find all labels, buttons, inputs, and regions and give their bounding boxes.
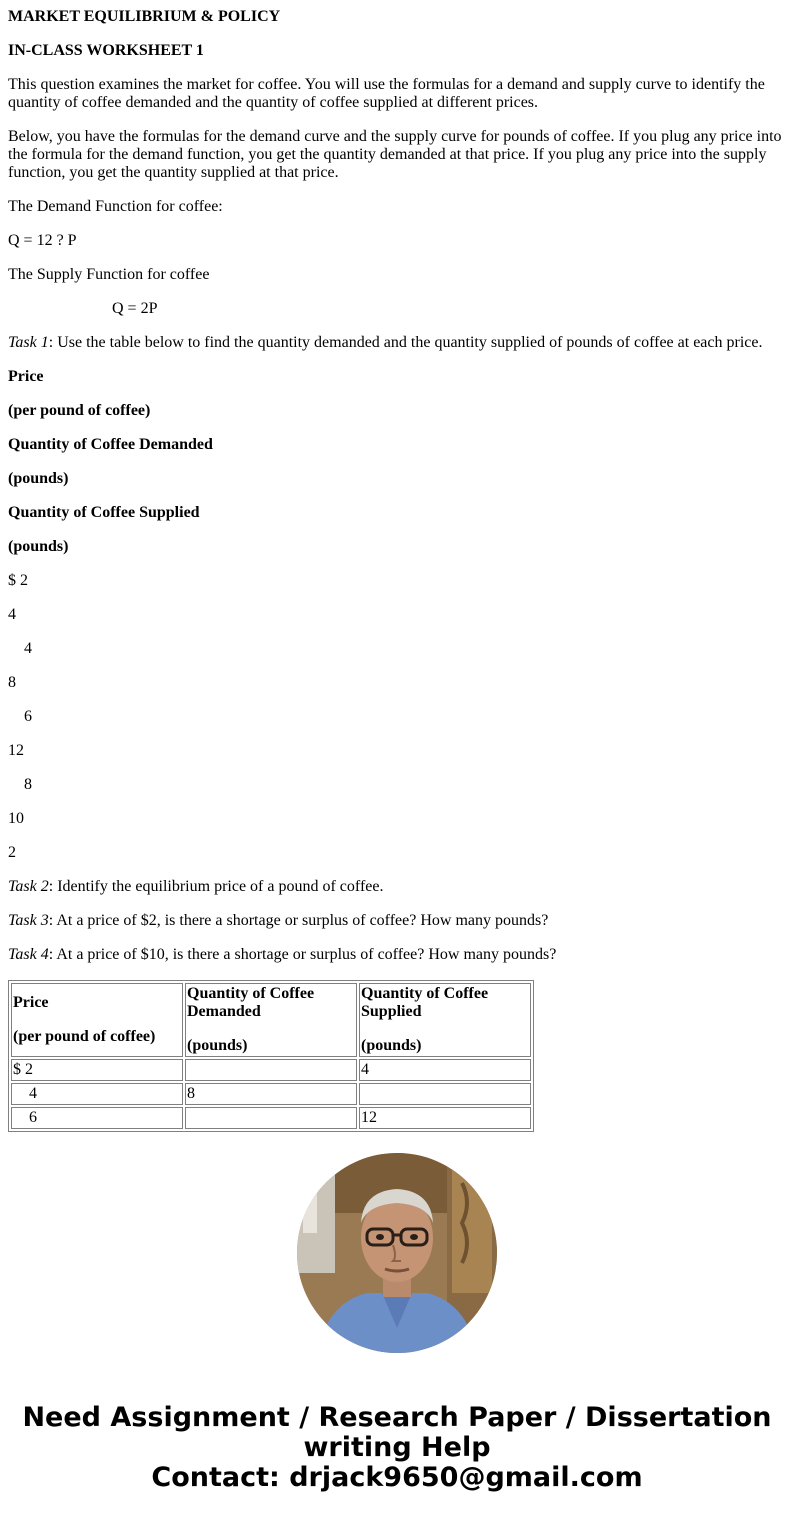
supplied-header-unit: (pounds) — [361, 1037, 422, 1054]
worksheet-document — [8, 0, 786, 964]
formula-explanation: Below, you have the formulas for the demand curve and the supply curve for pounds of coffee. If you plug any price into the formula for the demand function, you get the quantity demanded at that price. If you plug any price into the supply function, you get the quantity supplied at that price. — [8, 128, 782, 181]
task-2-label: Task 2 — [8, 878, 49, 895]
flat-qs-header: Quantity of Coffee Supplied — [8, 504, 200, 521]
price-cell: 6 — [11, 1107, 183, 1129]
flat-value: $ 2 — [8, 572, 28, 589]
promo-banner — [0, 1403, 794, 1493]
demand-function-label: The Demand Function for coffee: — [8, 198, 223, 215]
flat-value: 8 — [8, 674, 16, 691]
flat-qd-header: Quantity of Coffee Demanded — [8, 436, 213, 453]
table-row — [11, 1059, 531, 1081]
demanded-header-unit: (pounds) — [187, 1037, 248, 1054]
flat-price-header: Price — [8, 368, 44, 385]
task-2-text: : Identify the equilibrium price of a pound of coffee. — [48, 878, 384, 895]
table-header-row — [11, 983, 531, 1057]
author-avatar — [297, 1153, 497, 1353]
task-3-label: Task 3 — [8, 912, 49, 929]
task-4 — [8, 946, 786, 964]
flat-per-pound: (per pound of coffee) — [8, 402, 151, 419]
task-4-text: : At a price of $10, is there a shortage or surplus of coffee? How many pounds? — [48, 946, 557, 963]
supplied-header — [359, 983, 531, 1057]
supplied-header-label: Quantity of Coffee Supplied — [361, 985, 489, 1020]
flat-value: 4 — [24, 640, 32, 657]
promo-line-2: writing Help — [303, 1432, 491, 1463]
table-row — [11, 1107, 531, 1129]
flat-value: 6 — [24, 708, 32, 725]
supplied-cell — [359, 1083, 531, 1105]
demand-formula: Q = 12 ? P — [8, 232, 77, 249]
flat-pounds-1: (pounds) — [8, 470, 69, 487]
price-header — [11, 983, 183, 1057]
intro-paragraph: This question examines the market for coffee. You will use the formulas for a demand and supply curve to identify the quantity of coffee demanded and the quantity of coffee supplied at different prices. — [8, 76, 765, 111]
promo-contact: Contact: drjack9650@gmail.com — [151, 1462, 643, 1493]
task-1-text: : Use the table below to find the quantity demanded and the quantity supplied of pounds of coffee at each price. — [48, 334, 763, 351]
supply-function-label: The Supply Function for coffee — [8, 266, 210, 283]
flat-value: 8 — [24, 776, 32, 793]
task-3-text: : At a price of $2, is there a shortage or surplus of coffee? How many pounds? — [48, 912, 549, 929]
supplied-cell: 4 — [359, 1059, 531, 1081]
worksheet-title: MARKET EQUILIBRIUM & POLICY — [8, 8, 281, 25]
author-photo-illustration — [297, 1153, 497, 1353]
task-1-label: Task 1 — [8, 334, 49, 351]
promo-line-1: Need Assignment / Research Paper / Dissertation — [22, 1402, 772, 1433]
demanded-header-label: Quantity of Coffee Demanded — [187, 985, 315, 1020]
task-2 — [8, 878, 786, 896]
demanded-cell — [185, 1107, 357, 1129]
task-4-label: Task 4 — [8, 946, 49, 963]
table-row — [11, 1083, 531, 1105]
flat-value: 2 — [8, 844, 16, 861]
supply-formula: Q = 2P — [112, 300, 158, 317]
price-cell: 4 — [11, 1083, 183, 1105]
price-header-unit: (per pound of coffee) — [13, 1028, 156, 1045]
task-3 — [8, 912, 786, 930]
flat-pounds-2: (pounds) — [8, 538, 69, 555]
demanded-cell: 8 — [185, 1083, 357, 1105]
coffee-table — [8, 980, 534, 1132]
worksheet-subtitle: IN-CLASS WORKSHEET 1 — [8, 42, 204, 59]
task-1 — [8, 334, 786, 352]
supplied-cell: 12 — [359, 1107, 531, 1129]
demanded-cell — [185, 1059, 357, 1081]
flat-value: 10 — [8, 810, 24, 827]
price-cell: $ 2 — [11, 1059, 183, 1081]
flat-value: 4 — [8, 606, 16, 623]
price-header-label: Price — [13, 994, 49, 1011]
flat-value: 12 — [8, 742, 24, 759]
demanded-header — [185, 983, 357, 1057]
